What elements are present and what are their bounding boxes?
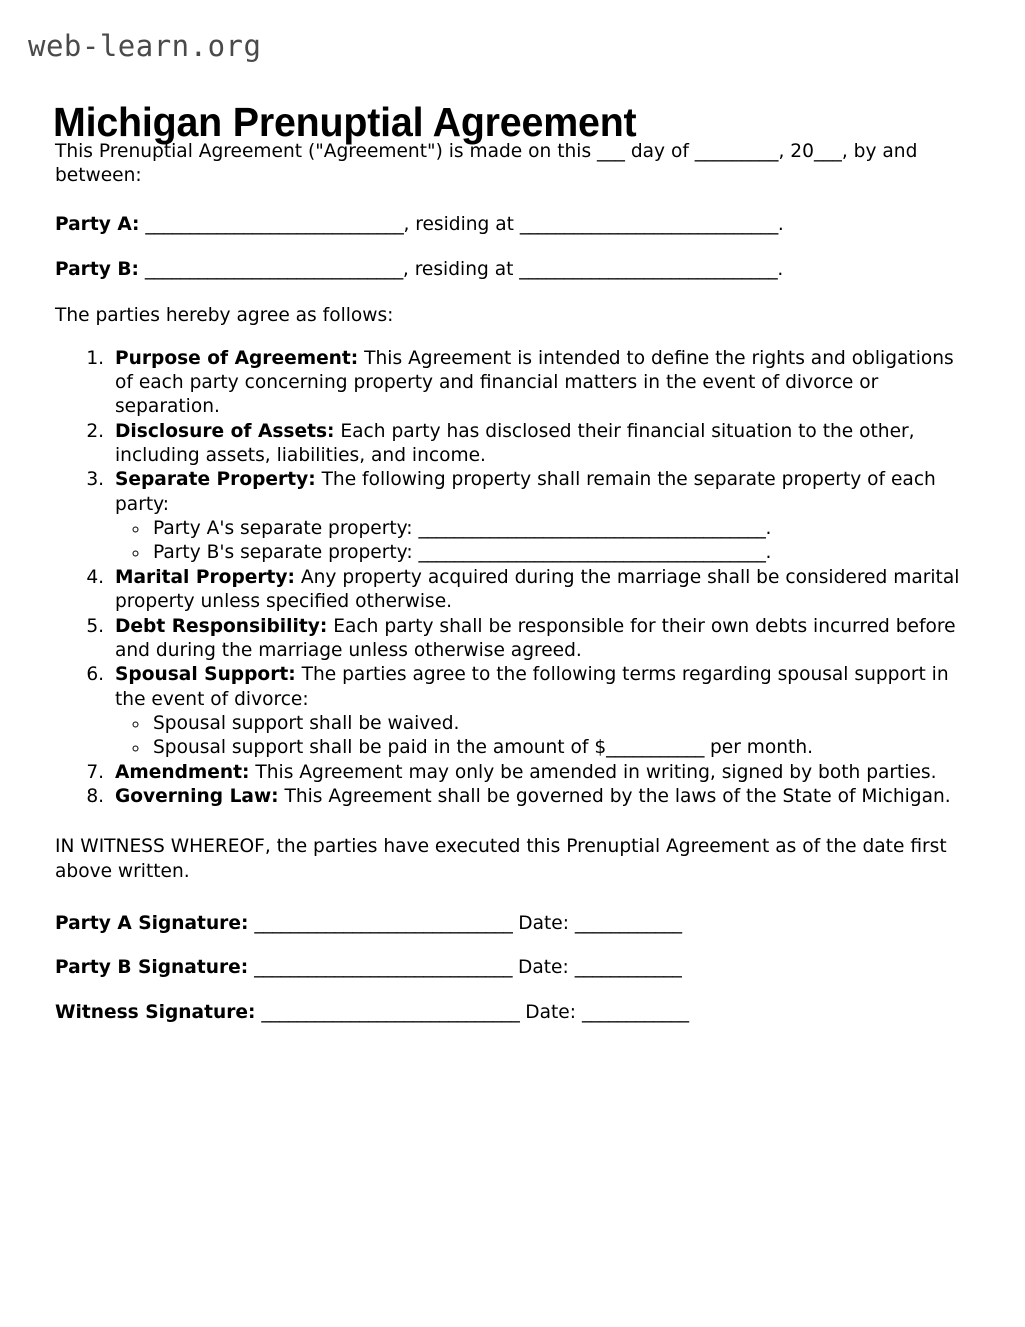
term-body: The following property shall remain the separate property of each party:: [115, 469, 936, 515]
party-a-residing-text: , residing at: [403, 213, 520, 235]
spousal-amount-blank[interactable]: ___________: [606, 737, 705, 759]
document-body: [55, 140, 977, 1025]
list-item: [150, 541, 977, 565]
term-item-4: [110, 566, 977, 615]
term-item-3: [110, 468, 977, 565]
party-a-line: [55, 213, 977, 237]
term-label: Separate Property:: [115, 469, 316, 491]
agreement-intro: The parties hereby agree as follows:: [55, 305, 394, 327]
term-item-1: [110, 347, 977, 420]
party-a-signature-label: Party A Signature:: [55, 912, 249, 934]
party-a-signature-row: [55, 912, 977, 936]
term-label: Disclosure of Assets:: [115, 420, 335, 442]
party-b-date-label: Date:: [518, 957, 569, 979]
term-body: This Agreement may only be amended in writing, signed by both parties.: [249, 761, 937, 783]
term-item-8: [110, 785, 977, 809]
party-b-address-blank[interactable]: _____________________________: [519, 259, 778, 281]
party-b-period: .: [777, 259, 784, 281]
sub-period: .: [765, 518, 772, 540]
witness-signature-blank[interactable]: _____________________________: [261, 1001, 520, 1023]
term-label: Spousal Support:: [115, 664, 296, 686]
term-body: Each party shall be responsible for their own debts incurred before and during the marriage unless otherwise agreed.: [115, 615, 956, 661]
separate-property-sublist: [115, 517, 977, 566]
term-body: Any property acquired during the marriage shall be considered marital property unless specified otherwise.: [115, 566, 960, 613]
term-body: Each party has disclosed their financial situation to the other, including assets, liabilities, and income.: [115, 420, 915, 467]
spousal-support-sublist: [115, 712, 977, 761]
party-b-signature-blank[interactable]: _____________________________: [254, 957, 513, 979]
witness-signature-label: Witness Signature:: [55, 1001, 256, 1023]
term-item-6: [110, 663, 977, 760]
party-a-signature-blank[interactable]: _____________________________: [254, 912, 513, 934]
sub-text: Spousal support shall be waived.: [153, 712, 460, 734]
party-b-residing-text: , residing at: [402, 259, 520, 281]
party-b-separate-property-blank[interactable]: _______________________________________: [418, 542, 766, 564]
party-a-address-blank[interactable]: _____________________________: [519, 213, 778, 235]
terms-list: [55, 347, 977, 810]
page-title: Michigan Prenuptial Agreement: [53, 99, 637, 146]
witness-clause: IN WITNESS WHEREOF, the parties have executed this Prenuptial Agreement as of the date first above written.: [55, 836, 947, 882]
party-a-date-blank[interactable]: ____________: [574, 912, 682, 934]
witness-signature-row: [55, 1001, 977, 1025]
term-label: Purpose of Agreement:: [115, 347, 359, 369]
term-item-5: [110, 615, 977, 664]
party-a-name-blank[interactable]: _____________________________: [145, 213, 404, 235]
party-a-label: Party A:: [55, 213, 140, 235]
term-body: This Agreement shall be governed by the laws of the State of Michigan.: [278, 785, 951, 807]
sub-period: .: [765, 542, 772, 564]
witness-date-label: Date:: [525, 1001, 577, 1023]
term-body: This Agreement is intended to define the rights and obligations of each party concerning property and financial matters in the event of divorce or separation.: [115, 347, 954, 418]
sub-text: Party B's separate property:: [153, 542, 419, 564]
term-label: Marital Property:: [115, 566, 295, 588]
list-item: [150, 517, 977, 541]
intro-paragraph: This Prenuptial Agreement ("Agreement") is made on this ___ day of _________, 20___, by and between:: [55, 141, 918, 187]
term-item-2: [110, 420, 977, 469]
sub-text: Spousal support shall be paid in the amount of $: [153, 737, 607, 759]
sub-text: Party A's separate property:: [153, 518, 419, 540]
witness-date-blank[interactable]: ____________: [581, 1001, 689, 1023]
term-label: Amendment:: [115, 761, 250, 783]
party-b-date-blank[interactable]: ____________: [574, 957, 682, 979]
list-item: [150, 712, 977, 736]
party-b-line: [55, 258, 977, 282]
term-body: The parties agree to the following terms regarding spousal support in the event of divorce:: [115, 664, 949, 710]
party-a-date-label: Date:: [518, 912, 569, 934]
list-item: [150, 736, 977, 760]
term-label: Debt Responsibility:: [115, 615, 328, 637]
signature-block: [55, 912, 977, 1025]
term-label: Governing Law:: [115, 785, 279, 807]
party-a-period: .: [777, 213, 784, 235]
sub-period: per month.: [704, 737, 814, 759]
term-item-7: [110, 761, 977, 785]
site-brand-watermark: web-learn.org: [28, 29, 262, 63]
party-b-signature-row: [55, 956, 977, 980]
party-b-label: Party B:: [55, 259, 139, 281]
party-a-separate-property-blank[interactable]: _______________________________________: [418, 518, 766, 540]
party-b-signature-label: Party B Signature:: [55, 957, 249, 979]
party-b-name-blank[interactable]: _____________________________: [144, 259, 403, 281]
